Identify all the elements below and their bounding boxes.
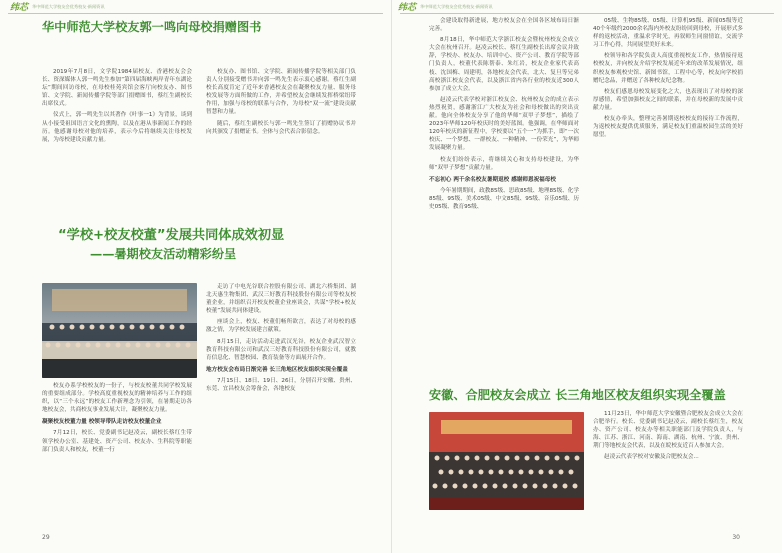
- right-col2-p1: 05级、生物85级、05级、计算机95级、新闻05级等近40个年级约2000余名海内外校友纷纷回到母校，开展形式多样的返校活动，重温求学时光，再叙师生同窗情谊，交流学习工作心得，共同展望美好未来。: [593, 18, 743, 49]
- right-col1: [429, 17, 579, 373]
- magazine-logo-right: 纬芯: [398, 3, 417, 13]
- article2-col1: [42, 382, 192, 527]
- article2-title-line1: “学校+校友校董”发展共同体成效初显: [58, 228, 285, 243]
- article3-col: [593, 410, 743, 522]
- running-header-right: [398, 0, 493, 13]
- right-col1-p3: 赵凌云代表学校对浙江校友会、杭州校友会的成立表示热烈祝贺，感谢浙江广大校友为社会和母校做出的突出贡献。他向全体校友分享了他的华师“双甲子梦想”，描绘了2023年华师120年校庆时的美好蓝图。他强调，在华师面对120年校庆的新征程中，学校要以“五个一”为抓手，即“一次校庆、一个梦想、一群校友、一种精神、一份荣光”，为华师发展凝聚力量。: [429, 96, 579, 152]
- page-number-right: 30: [732, 534, 740, 541]
- article1-col2-p2: 随后，蔡红生副校长与郭一鸣先生签订了捐赠协议书并向其颁发了捐赠证书。全体与会代表合影留念。: [206, 120, 356, 135]
- running-header-text-right: 华中师范大学校友会优秀校友·新闻资讯: [420, 3, 493, 9]
- article3-title: 安徽、合肥校友会成立 长三角地区校友组织实现全覆盖: [429, 388, 726, 402]
- article2-title-line2: ——暑期校友活动精彩纷呈: [90, 247, 237, 261]
- right-col1-p2: 8月18日，华中师范大学浙江校友会暨杭州校友会成立大会在杭州召开。赵凌云校长、蔡红生副校长出席会议并致辞，学校办、校友办、培训中心、资产公司、教育学院等部门负责人，校董代表陈帮泰、朱红岩，校友企业家代表高枝、沈国梅、周建明，各地校友会代表，北大、复旦等兄弟高校浙江校友会代表，以及浙江省内各行业的校友近300人参加了成立大会。: [429, 37, 579, 92]
- article2-subhead1: 凝聚校友校董力量 校领导带队走访校友校董企业: [42, 419, 162, 426]
- right-col1-p4: 校友们纷纷表示，将继续关心和支持母校建设，为华师“双甲子梦想”贡献力量。: [429, 156, 579, 171]
- right-col2-p2: 校领导和各学院负责人高度重视校友工作，热情接待返校校友，并向校友介绍学校发展近年来的改革发展情况，组织校友参观校史馆、新图书馆，工程中心等，校友向学校捐赠纪念品，并赠送了各种校友纪念物。: [593, 53, 743, 84]
- article1-title: 华中师范大学校友郭一鸣向母校捐赠图书: [42, 20, 262, 34]
- anhui-alumni-photo: [429, 412, 584, 510]
- summer-alumni-photo: [42, 283, 197, 378]
- header-rule: [8, 13, 383, 14]
- group-photo-illustration-2: [429, 412, 584, 510]
- article1-col1-p1: 2019年7月8日，文学院1984届校友、香港校友会会长、资深媒体人郭一鸣先生参加“第四届海峡两岸青年东湖论坛”期间回访母校，在母校桂苑宾馆会客厅向校友办、图书馆、文学院、新闻传播学院等部门捐赠图书，蔡红生副校长出席仪式。: [42, 69, 192, 108]
- article3-p2: 赵凌云代表学校对安徽及合肥校友会...: [604, 454, 699, 461]
- article2-subhead2: 地方校友会布局日渐完善 长三角地区校友组织实现全覆盖: [206, 366, 348, 373]
- group-photo-illustration: [42, 283, 197, 378]
- article2-col2-p4: 7月15日、18日、19日、26日，分别召开安徽、贵州、东莞、宜昌校友会筹备会，各地校友: [206, 377, 356, 393]
- article3-p1: 11月23日，华中师范大学安徽暨合肥校友会成立大会在合肥举行。校长、党委副书记赵凌云，副校长蔡红生，校友办、资产公司、校友办等相关职能部门及学院负责人，与海、江苏、浙江、河南、海南、湖南、杭州、宁波、贵州、荆门等地校友会代表，以及在皖校友近百人参加大会。: [593, 411, 743, 450]
- right-col1-subhead: 不忘初心 两千余名校友暑期返校 感谢师恩祝福母校: [429, 176, 556, 183]
- article2-col2-p2: 座谈会上，校友、校董们畅所欲言，表达了对母校的感激之情，为学校发展建言献策。: [206, 319, 356, 334]
- article2-col1-p2: 7月12日，校长、党委副书记赵凌云，副校长蔡红生带领学校办公室、基建处、资产公司、校友办、生科院等职能部门负责人和校友，校董一行: [42, 430, 192, 453]
- article2-col2: [206, 283, 356, 527]
- right-col2: [593, 17, 743, 373]
- article1-col1: [42, 68, 192, 240]
- article1-col2-p1: 校友办、图书馆、文学院、新闻传播学院等相关部门负责人分别接受赠书并向郭一鸣先生表示衷心感谢。蔡红生副校长高度肯定了近年来香港校友会在凝聚校友力量、服务母校发展等方面所做的工作，并希望校友会继续发挥桥梁纽带作用，加强与母校的联系与合作，为母校“双一流”建设贡献智慧和力量。: [206, 69, 356, 116]
- header-rule-right: [400, 13, 774, 14]
- running-header-left: [10, 0, 105, 13]
- article2-col2-p1: 走访了中电光谷联合控股有限公司、湖北六桥集团、湖北天惠生物集团、武汉三好教育科技股份有限公司等校友校董企业，并组织召开校友校董企业座谈会，共谋“学校+校友校董”发展共同体建设。: [206, 284, 356, 315]
- right-page: [391, 0, 782, 553]
- article1-col2: [206, 68, 356, 240]
- article2-col2-p3: 8月15日，走访活动走进武汉光谷，校友企业武汉智立教育科技有限公司和武汉三好教育科技股份有限公司，就教育信息化、智慧校园、教育装备等方面展开合作。: [206, 338, 356, 361]
- right-col1-p1: 会建设取得新进展，地方校友会在全国各区域布局日渐完善。: [429, 18, 579, 33]
- right-col2-p3: 校友们感恩母校发展变化之大，也表现出了对母校的深厚感情，希望加强校友之间的联系，并在母校新的发展中贡献力量。: [593, 88, 743, 111]
- article1-col1-p2: 仪式上，郭一鸣先生以其著作《叶事一1》为背景，谈到从小接受祖国语言文化的熏陶，以及在港从事新闻工作的经历。他感谢母校对他的培养，表示今后将继续关注母校发展，为母校建设贡献力量。: [42, 112, 192, 143]
- page-number-left: 29: [42, 534, 50, 541]
- right-col1-p5: 今年暑期期间，政教85级、思政85级、地理85级、化学85级、95级、美术05级、中文85级、95级、音乐05级、历史05级、教育95级、: [429, 187, 579, 210]
- running-header-text: 华中师范大学校友会优秀校友·新闻资讯: [32, 3, 105, 9]
- article2-col1-p1: 校友办系学校校友的一份子，与校友校董共同学校发展的重要组成部分。学校高度重视校友的精神培养与工作的组织，以“三个永远”的校友工作新理念为引领，在暑期走访各地校友会，共商校友事业发展大计，凝聚校友力量。: [42, 383, 192, 414]
- magazine-logo: 纬芯: [10, 3, 29, 13]
- right-col2-p4: 校友办牵头，整理完善暑期返校校友的接待工作流程，为返校校友提供优质服务，满足校友们重温校园生活的美好愿望。: [593, 116, 743, 139]
